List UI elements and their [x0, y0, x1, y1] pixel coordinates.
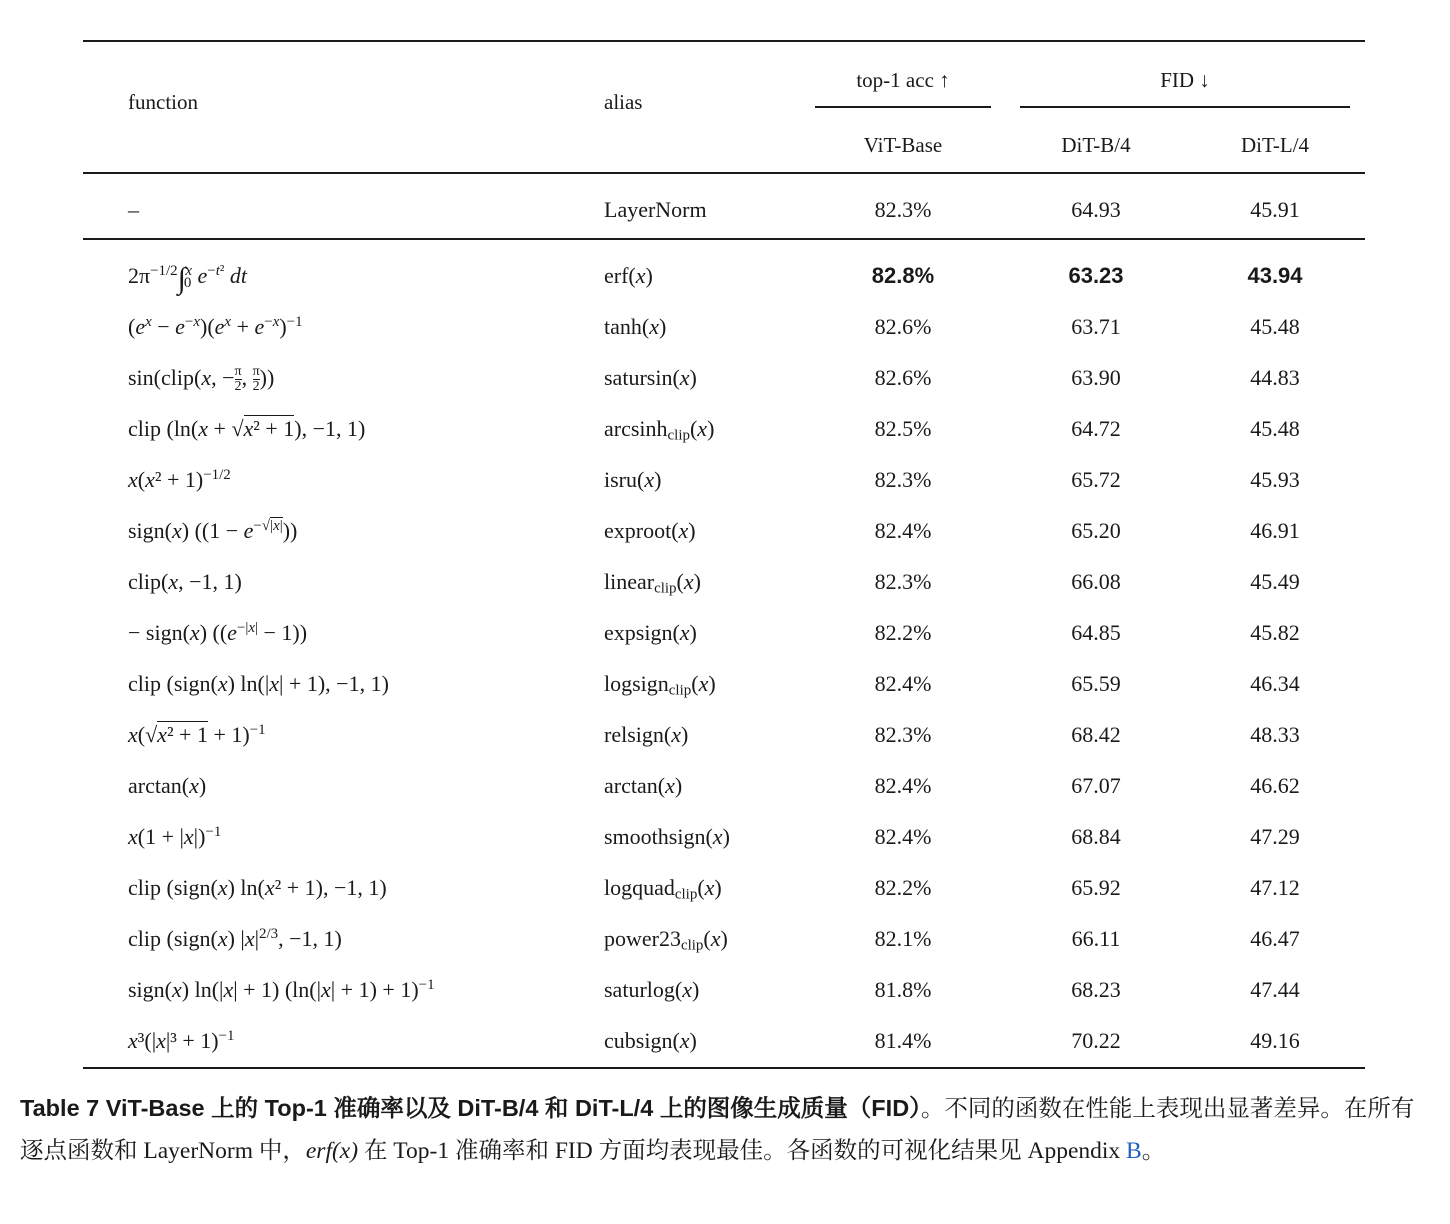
row-vit-acc: 82.1% [874, 926, 932, 951]
row-dit-b4-fid: 63.23 [1068, 263, 1124, 288]
row-dit-l4-fid: 45.48 [1250, 416, 1300, 441]
row-vit-acc: 82.3% [874, 569, 932, 594]
row-dit-b4-fid: 64.72 [1071, 416, 1121, 441]
row-alias: linear$_{clip}$(x) [604, 569, 701, 597]
fid-group-rule [1020, 106, 1350, 108]
row-vit-acc: 82.3% [874, 722, 932, 747]
row-dit-b4-fid: 68.84 [1071, 824, 1121, 849]
table-bottom-rule [83, 1067, 1365, 1069]
formula-expsign: − sign(x) $((e^{-|x|} - 1))$ [128, 619, 308, 645]
baseline-alias: LayerNorm [604, 197, 707, 222]
appendix-link[interactable]: B [1126, 1138, 1142, 1164]
caption-text-b: 在 Top-1 准确率和 FID 方面均表现最佳。各函数的可视化结果见 Appendix [358, 1138, 1127, 1164]
formula-linear: clip(x, −1, 1) [128, 569, 242, 594]
row-dit-l4-fid: 49.16 [1250, 1028, 1300, 1053]
formula-logquad: clip (sign(x) ln(x² + 1), −1, 1) [128, 875, 387, 900]
row-dit-l4-fid: 45.93 [1250, 467, 1300, 492]
formula-relsign: $x(√x^2 + 1 + 1)^{-1}$ [128, 721, 266, 747]
row-dit-b4-fid: 68.42 [1071, 722, 1121, 747]
header-dit-l4: DiT-L/4 [1240, 133, 1310, 157]
row-dit-b4-fid: 65.59 [1071, 671, 1121, 696]
table-top-rule [83, 40, 1365, 42]
row-dit-l4-fid: 46.91 [1250, 518, 1300, 543]
table-caption [20, 1087, 1432, 1172]
row-vit-acc: 82.4% [874, 671, 932, 696]
row-dit-l4-fid: 45.48 [1250, 314, 1300, 339]
row-vit-acc: 82.4% [874, 518, 932, 543]
row-alias: exproot(x) [604, 518, 696, 543]
formula-power23: clip (sign(x) $|x|^{2/3}$, −1, 1) [128, 925, 342, 951]
row-dit-b4-fid: 65.92 [1071, 875, 1121, 900]
row-dit-b4-fid: 66.11 [1071, 926, 1121, 951]
caption-label: Table 7 ViT-Base 上的 Top-1 准确率以及 DiT-B/4 和 DiT-L/4 上的图像生成质量（FID） [20, 1095, 921, 1121]
caption-end: 。 [1141, 1138, 1166, 1164]
row-alias: tanh(x) [604, 314, 667, 339]
row-dit-b4-fid: 64.85 [1071, 620, 1121, 645]
row-vit-acc: 82.8% [871, 263, 935, 288]
formula-saturlog: sign(x) ln(|x| + 1) $(\ln(|x| + 1) + 1)^{-1}$ [128, 976, 435, 1002]
formula-cubsign: $x^3(|x|^3 + 1)^{-1}$ [128, 1027, 235, 1053]
row-alias: smoothsign(x) [604, 824, 730, 849]
row-dit-b4-fid: 70.22 [1071, 1028, 1121, 1053]
row-dit-l4-fid: 46.62 [1250, 773, 1300, 798]
header-group-acc: top-1 acc ↑ [856, 68, 950, 92]
row-dit-l4-fid: 46.34 [1250, 671, 1300, 696]
row-dit-l4-fid: 48.33 [1250, 722, 1300, 747]
acc-group-rule [815, 106, 991, 108]
row-dit-l4-fid: 45.82 [1250, 620, 1300, 645]
row-alias: isru(x) [604, 467, 662, 492]
baseline-dil: 45.91 [1250, 197, 1300, 222]
header-group-fid: FID ↓ [1160, 68, 1210, 92]
header-dit-b4: DiT-B/4 [1061, 133, 1131, 157]
row-dit-b4-fid: 68.23 [1071, 977, 1121, 1002]
row-vit-acc: 82.4% [874, 824, 932, 849]
row-alias: saturlog(x) [604, 977, 700, 1002]
formula-smoothsign: $x(1 + |x|)^{-1}$ [128, 823, 222, 849]
row-vit-acc: 82.2% [874, 620, 932, 645]
formula-erf: $2\pi^{-1/2}\int_0^x$ $e^{-t^2}$ dt [128, 262, 247, 295]
row-vit-acc: 82.3% [874, 467, 932, 492]
row-alias: expsign(x) [604, 620, 697, 645]
formula-isru: $x(x^2 + 1)^{-1/2}$ [128, 466, 231, 492]
row-alias: logsign$_{clip}$(x) [604, 671, 716, 699]
baseline-bottom-rule [83, 238, 1365, 240]
row-dit-b4-fid: 65.72 [1071, 467, 1121, 492]
row-dit-b4-fid: 66.08 [1071, 569, 1121, 594]
header-function: function [128, 90, 198, 114]
caption-text-a: 。不同的函数在性能上表现出显著差异。在所有逐点函数和 LayerNorm 中， [20, 1096, 1415, 1164]
row-alias: logquad$_{clip}$(x) [604, 875, 722, 903]
caption-math: erf(x) [305, 1138, 359, 1164]
formula-arctan: arctan(x) [128, 773, 207, 798]
row-alias: $power23_{clip}(x)$ [604, 926, 728, 954]
row-dit-l4-fid: 45.49 [1250, 569, 1300, 594]
row-dit-b4-fid: 65.20 [1071, 518, 1121, 543]
row-vit-acc: 82.6% [874, 314, 932, 339]
row-alias: arctan(x) [604, 773, 683, 798]
row-dit-l4-fid: 47.44 [1250, 977, 1300, 1002]
row-dit-l4-fid: 47.12 [1250, 875, 1300, 900]
formula-satursin: sin(clip(x, − $\frac{\pi}{2}$ , $\frac{\pi}{2}$ )) [128, 364, 275, 395]
row-alias: cubsign(x) [604, 1028, 697, 1053]
formula-logsign: clip (sign(x) ln(|x| + 1), −1, 1) [128, 671, 389, 696]
row-vit-acc: 82.5% [874, 416, 932, 441]
baseline-function: – [128, 197, 139, 222]
row-vit-acc: 81.8% [874, 977, 932, 1002]
row-alias: arcsinh$_{clip}$(x) [604, 416, 715, 444]
row-vit-acc: 82.4% [874, 773, 932, 798]
header-vit-base: ViT-Base [863, 133, 943, 157]
row-vit-acc: 81.4% [874, 1028, 932, 1053]
formula-exproot: sign(x) $((1 - e^{-√|x|}))$ [128, 517, 298, 543]
row-dit-b4-fid: 63.71 [1071, 314, 1121, 339]
formula-arcsinh: clip (ln(x + √x² + 1), −1, 1) [128, 416, 366, 441]
header-alias: alias [604, 90, 643, 114]
row-dit-l4-fid: 46.47 [1250, 926, 1300, 951]
baseline-vit: 82.3% [874, 197, 932, 222]
row-dit-l4-fid: 43.94 [1247, 263, 1303, 288]
row-alias: satursin(x) [604, 365, 697, 390]
baseline-dib: 64.93 [1071, 197, 1121, 222]
formula-tanh: $(e^x - e^{-x})(e^x + e^{-x})^{-1}$ [128, 313, 303, 339]
row-alias: erf(x) [604, 263, 653, 288]
row-dit-b4-fid: 63.90 [1071, 365, 1121, 390]
row-alias: relsign(x) [604, 722, 689, 747]
row-dit-b4-fid: 67.07 [1071, 773, 1121, 798]
row-vit-acc: 82.2% [874, 875, 932, 900]
header-bottom-rule [83, 172, 1365, 174]
row-dit-l4-fid: 47.29 [1250, 824, 1300, 849]
row-dit-l4-fid: 44.83 [1250, 365, 1300, 390]
row-vit-acc: 82.6% [874, 365, 932, 390]
